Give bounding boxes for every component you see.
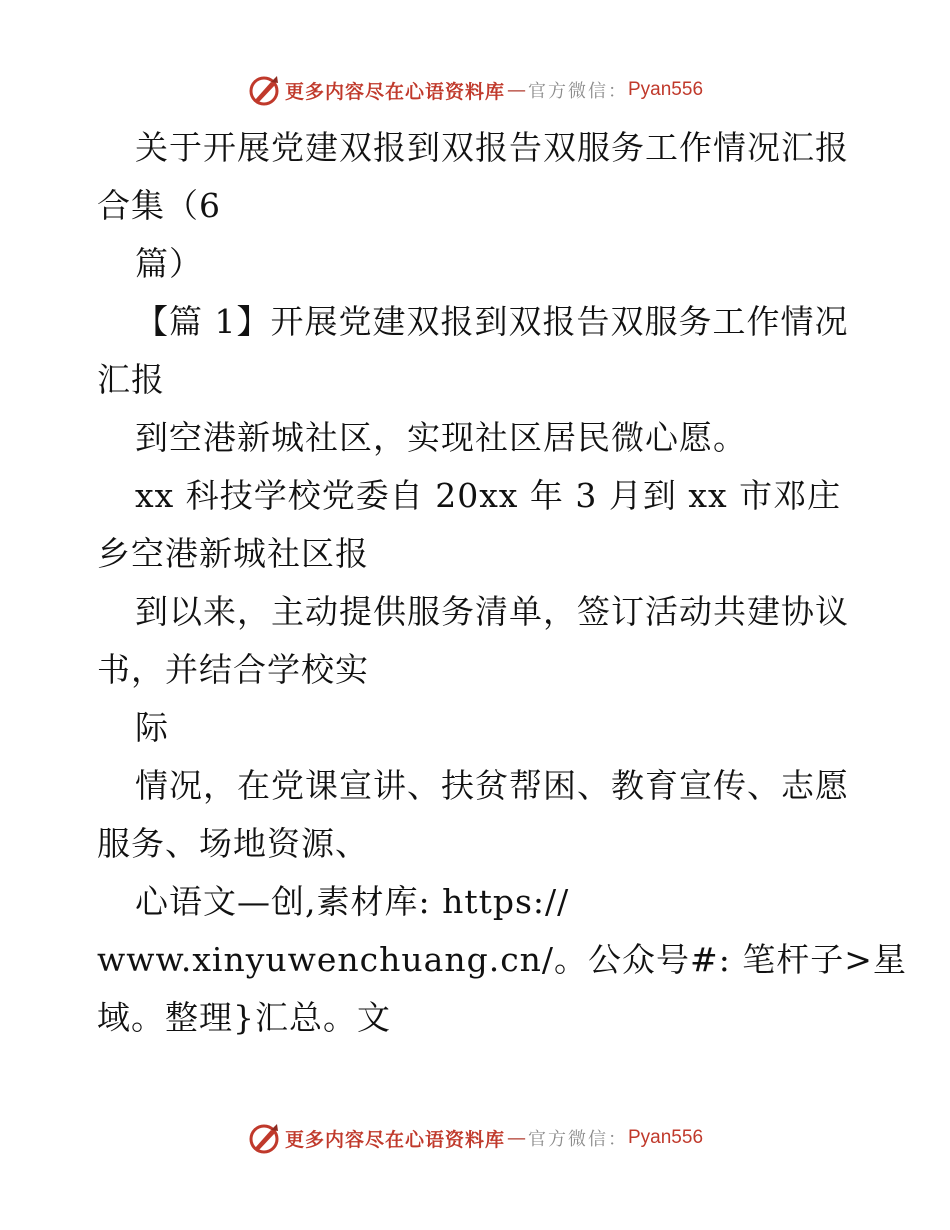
text-line: 情况，在党课宣讲、扶贫帮困、教育宣传、志愿 <box>135 766 849 805</box>
text-line: 际 <box>135 708 169 747</box>
banner-dash: — <box>507 1127 526 1149</box>
text-line: 乡空港新城社区报 <box>97 534 369 573</box>
text-line: 【篇 1】开展党建双报到双报告双服务工作情况 <box>135 302 849 341</box>
text-line: 服务、场地资源、 <box>97 824 369 863</box>
banner-wechat-id: Pyan556 <box>628 1127 704 1148</box>
text-line: 篇） <box>135 244 203 283</box>
banner-dash: — <box>507 79 526 101</box>
text-line: 域。整理}汇总。文 <box>97 998 391 1037</box>
pen-logo-icon <box>247 1121 281 1155</box>
footer-watermark-banner <box>0 1118 950 1158</box>
text-line: www.xinyuwenchuang.cn/。公众号#: 笔杆子>星 <box>97 940 907 979</box>
document-body <box>97 119 907 1047</box>
text-line: xx 科技学校党委自 20xx 年 3 月到 xx 市邓庄 <box>135 476 842 515</box>
banner-label: 官方微信： <box>528 1129 628 1150</box>
pen-logo-icon <box>247 73 281 107</box>
text-line: 关于开展党建双报到双报告双服务工作情况汇报 <box>135 128 849 167</box>
banner-brand: 更多内容尽在心语资料库 <box>284 1128 505 1151</box>
banner-label: 官方微信： <box>528 81 628 102</box>
banner-wechat-id: Pyan556 <box>628 79 704 100</box>
banner-brand: 更多内容尽在心语资料库 <box>284 80 505 103</box>
text-line: 合集（6 <box>97 186 221 225</box>
text-line: 心语文—创,素材库: https:// <box>135 882 570 921</box>
text-line: 到空港新城社区，实现社区居民微心愿。 <box>135 418 747 457</box>
header-watermark-banner <box>0 70 950 110</box>
text-line: 汇报 <box>97 360 165 399</box>
text-line: 书，并结合学校实 <box>97 650 369 689</box>
text-line: 到以来，主动提供服务清单，签订活动共建协议 <box>135 592 849 631</box>
